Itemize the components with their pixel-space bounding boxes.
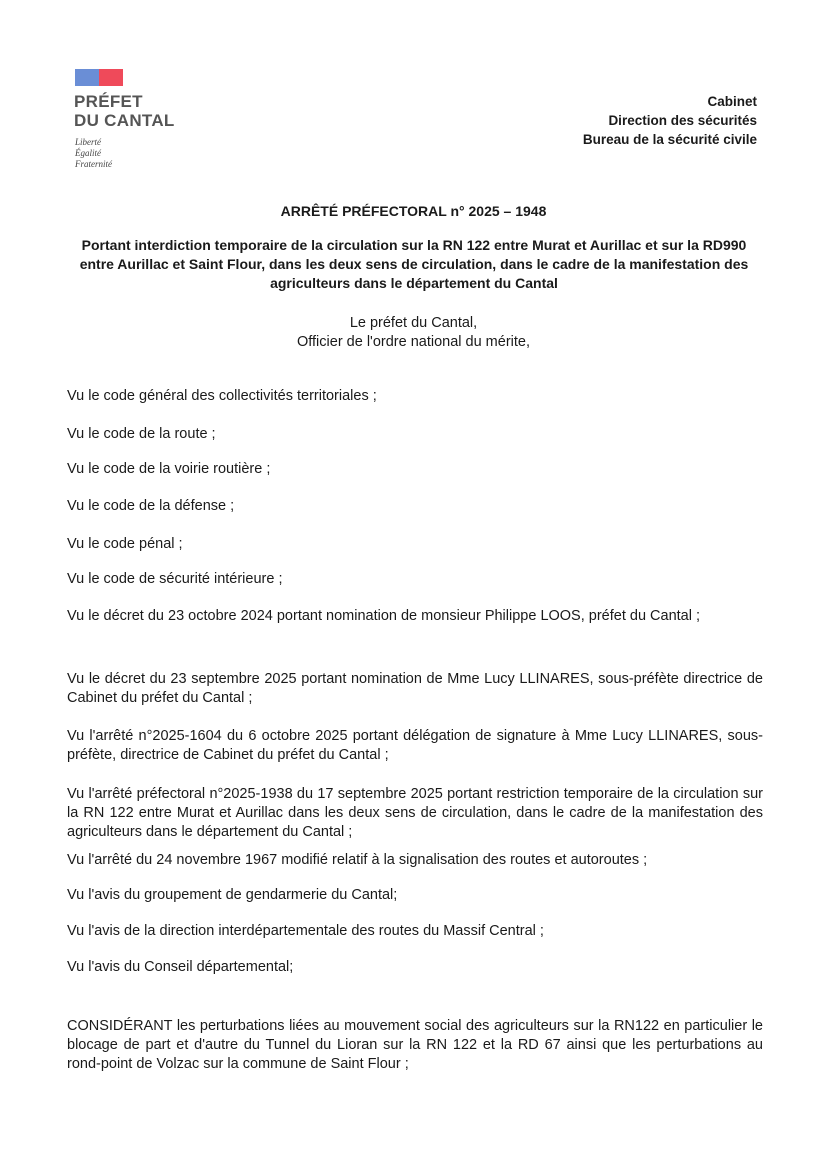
prefet-line: Officier de l'ordre national du mérite, [296, 334, 530, 350]
visa-paragraph: Vu l'arrêté n°2025-1604 du 6 octobre 2025 portant délégation de signature à Mme Lucy LLINARES, sous-préfète, directrice de Cabinet du préfet du Cantal ; [67, 728, 763, 763]
logo-line: PRÉFET [74, 92, 143, 111]
visa-paragraph: Vu le décret du 23 septembre 2025 portant nomination de Mme Lucy LLINARES, sous-préfète directrice de Cabinet du préfet du Cantal ; [67, 671, 763, 706]
visa-paragraph: Vu l'avis de la direction interdépartementale des routes du Massif Central ; [67, 923, 544, 939]
prefet-block [0, 314, 827, 352]
service-line: Cabinet [707, 94, 757, 109]
motto-line: Fraternité [75, 159, 112, 169]
visa-paragraph: Vu le code de la défense ; [67, 498, 235, 514]
considerant-paragraph: CONSIDÉRANT les perturbations liées au mouvement social des agriculteurs sur la RN122 en particulier le blocage de part et d'autre du Tunnel du Lioran sur la RN 122 et la RD 67 ainsi que les perturbations au rond-point de Volzac sur la commune de Saint Flour ; [67, 1018, 763, 1072]
visa-paragraph: Vu l'avis du groupement de gendarmerie du Cantal; [67, 887, 398, 903]
motto-line: Égalité [75, 148, 101, 158]
visa-paragraph: Vu le décret du 23 octobre 2024 portant nomination de monsieur Philippe LOOS, préfet du Cantal ; [67, 608, 701, 624]
visa-paragraph: Vu l'arrêté du 24 novembre 1967 modifié relatif à la signalisation des routes et autoroutes ; [67, 852, 648, 868]
prefecture-logo-text [74, 92, 175, 130]
visa-paragraph: Vu le code de la voirie routière ; [67, 461, 271, 477]
motto-line: Liberté [75, 137, 101, 147]
service-block [583, 92, 757, 149]
visa-paragraph: Vu le code de la route ; [67, 426, 216, 442]
visa-paragraph: Vu le code de sécurité intérieure ; [67, 571, 283, 587]
document-subject: Portant interdiction temporaire de la circulation sur la RN 122 entre Murat et Aurillac et sur la RD990 entre Aurillac et Saint Flour, dans les deux sens de circulation, dans le cadre de la manifestation des agriculteurs dans le département du Cantal [79, 237, 749, 291]
visa-paragraph: Vu l'arrêté préfectoral n°2025-1938 du 17 septembre 2025 portant restriction temporaire de la circulation sur la RN 122 entre Murat et Aurillac dans les deux sens de circulation, dans le cadre de la manifestation des agriculteurs dans le département du Cantal ; [67, 786, 763, 840]
document-title: ARRÊTÉ PRÉFECTORAL n° 2025 – 1948 [280, 203, 547, 219]
marianne-logo [75, 69, 123, 86]
motto [75, 137, 112, 170]
service-line: Bureau de la sécurité civile [582, 132, 757, 147]
visa-paragraph: Vu le code pénal ; [67, 536, 183, 552]
service-line: Direction des sécurités [608, 113, 757, 128]
prefet-line: Le préfet du Cantal, [349, 315, 478, 331]
visa-paragraph: Vu l'avis du Conseil départemental; [67, 959, 294, 975]
logo-line: DU CANTAL [74, 111, 175, 130]
visa-paragraph: Vu le code général des collectivités territoriales ; [67, 388, 377, 404]
